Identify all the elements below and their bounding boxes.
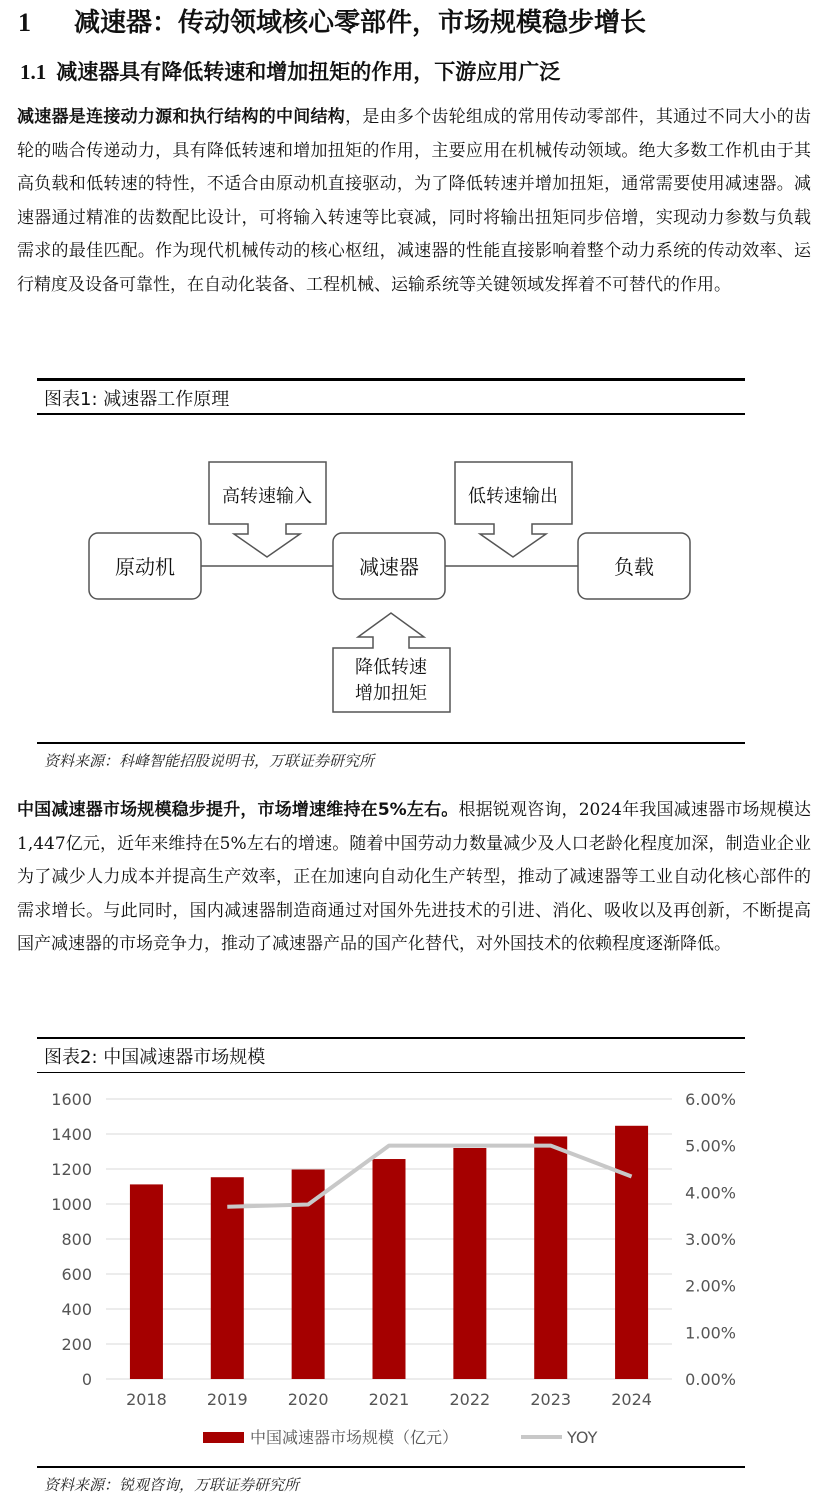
figure1-bottom-rule	[37, 742, 745, 744]
right-axis-tick-label: 5.00%	[685, 1136, 736, 1156]
left-axis-tick-label: 200	[61, 1335, 92, 1354]
subsection-title: 减速器具有降低转速和增加扭矩的作用，下游应用广泛	[56, 60, 561, 84]
x-axis-tick-label: 2022	[449, 1390, 491, 1409]
x-axis-tick-label: 2019	[206, 1390, 248, 1409]
right-axis-tick-label: 1.00%	[685, 1323, 736, 1343]
legend-bar-swatch	[203, 1432, 244, 1443]
low-speed-output-callout	[455, 462, 572, 557]
chart-left-axis	[51, 1090, 92, 1389]
x-axis-tick-label: 2021	[368, 1390, 410, 1409]
legend-line-label: YOY	[567, 1428, 598, 1447]
reducer-principle-diagram	[0, 415, 827, 745]
reducer-effect-callout	[333, 613, 450, 712]
right-axis-tick-label: 3.00%	[685, 1230, 736, 1249]
right-axis-tick-label: 6.00%	[685, 1090, 736, 1109]
bar-2018	[130, 1184, 163, 1379]
figure2-source: 资料来源：锐观咨询，万联证券研究所	[44, 1476, 300, 1494]
bar-2020	[292, 1170, 325, 1379]
paragraph-lead-bold: 中国减速器市场规模稳步提升，市场增速维持在5%左右。	[17, 800, 459, 820]
x-axis-tick-label: 2024	[611, 1390, 652, 1409]
bar-2024	[615, 1126, 648, 1379]
left-axis-tick-label: 600	[61, 1265, 92, 1284]
right-axis-tick-label: 2.00%	[685, 1276, 736, 1296]
right-axis-tick-label: 0.00%	[685, 1370, 736, 1389]
figure1-top-rule	[37, 378, 745, 381]
paragraph-market-size	[17, 794, 811, 962]
figure1-title: 图表1: 减速器工作原理	[44, 389, 230, 410]
load-label: 负载	[614, 555, 654, 579]
yoy-series-line	[227, 1146, 631, 1207]
effect-label-line1: 降低转速	[355, 657, 427, 678]
prime-mover-box	[89, 533, 201, 599]
paragraph-reducer-intro	[17, 101, 811, 302]
reducer-label: 减速器	[359, 555, 419, 579]
figure2-top-rule	[37, 1037, 745, 1039]
x-axis-tick-label: 2023	[530, 1390, 572, 1409]
section-title: 减速器：传动领域核心零部件，市场规模稳步增长	[74, 8, 647, 38]
legend-bar-label: 中国减速器市场规模（亿元）	[250, 1428, 459, 1447]
subsection-heading	[20, 56, 560, 86]
left-axis-tick-label: 800	[61, 1230, 92, 1249]
bar-2023	[534, 1136, 567, 1379]
left-axis-tick-label: 1400	[51, 1125, 92, 1144]
figure2-bottom-rule	[37, 1466, 745, 1468]
load-box	[578, 533, 690, 599]
left-axis-tick-label: 1200	[51, 1160, 92, 1179]
x-axis-tick-label: 2020	[287, 1390, 329, 1409]
chart-right-axis	[685, 1090, 736, 1389]
paragraph-body: ，是由多个齿轮组成的常用传动零部件，其通过不同大小的齿轮的啮合传递动力，具有降低转速和增加扭矩的作用，主要应用在机械传动领域。绝大多数工作机由于其高负载和低转速的特性，不适合由原动机直接驱动，为了降低转速并增加扭矩，通常需要使用减速器。减速器通过精准的齿数配比设计，可将输入转速等比衰减，同时将输出扭矩同步倍增，实现动力参数与负载需求的最佳匹配。作为现代机械传动的核心枢纽，减速器的性能直接影响着整个动力系统的传动效率、运行精度及设备可靠性，在自动化装备、工程机械、运输系统等关键领域发挥着不可替代的作用。	[17, 107, 812, 295]
chart-legend	[203, 1428, 598, 1447]
reducer-market-chart	[0, 1073, 827, 1465]
bar-2021	[373, 1159, 406, 1379]
subsection-number: 1.1	[20, 60, 47, 84]
down-arrow-icon	[455, 462, 572, 557]
figure1-source: 资料来源：科峰智能招股说明书，万联证券研究所	[44, 752, 375, 770]
reducer-box	[333, 533, 445, 599]
left-axis-tick-label: 1600	[51, 1090, 92, 1109]
section-heading	[18, 2, 646, 39]
x-axis-tick-label: 2018	[126, 1390, 167, 1409]
input-label: 高转速输入	[222, 486, 312, 507]
left-axis-tick-label: 400	[61, 1300, 92, 1319]
down-arrow-icon	[209, 462, 326, 557]
paragraph-body: 根据锐观咨询，2024年我国减速器市场规模达1,447亿元，近年来维持在5%左右的增速。随着中国劳动力数量减少及人口老龄化程度加深，制造业企业为了减少人力成本并提高生产效率，正在加速向自动化生产转型，推动了减速器等工业自动化核心部件的需求增长。与此同时，国内减速器制造商通过对国外先进技术的引进、消化、吸收以及再创新，不断提高国产减速器的市场竞争力，推动了减速器产品的国产化替代，对外国技术的依赖程度逐渐降低。	[17, 800, 811, 954]
effect-label-line2: 增加扭矩	[355, 683, 427, 704]
left-axis-tick-label: 0	[81, 1370, 92, 1389]
paragraph-lead-bold: 减速器是连接动力源和执行结构的中间结构	[17, 107, 346, 127]
bar-2022	[453, 1148, 486, 1379]
chart-yoy-line	[227, 1146, 631, 1207]
figure2-title: 图表2: 中国减速器市场规模	[44, 1047, 266, 1068]
chart-bars	[130, 1126, 648, 1379]
high-speed-input-callout	[209, 462, 326, 557]
prime-mover-label: 原动机	[115, 555, 175, 579]
right-axis-tick-label: 4.00%	[685, 1183, 736, 1203]
output-label: 低转速输出	[468, 486, 558, 507]
left-axis-tick-label: 1000	[51, 1195, 92, 1214]
section-number: 1	[18, 8, 31, 37]
chart-x-axis	[126, 1390, 652, 1409]
